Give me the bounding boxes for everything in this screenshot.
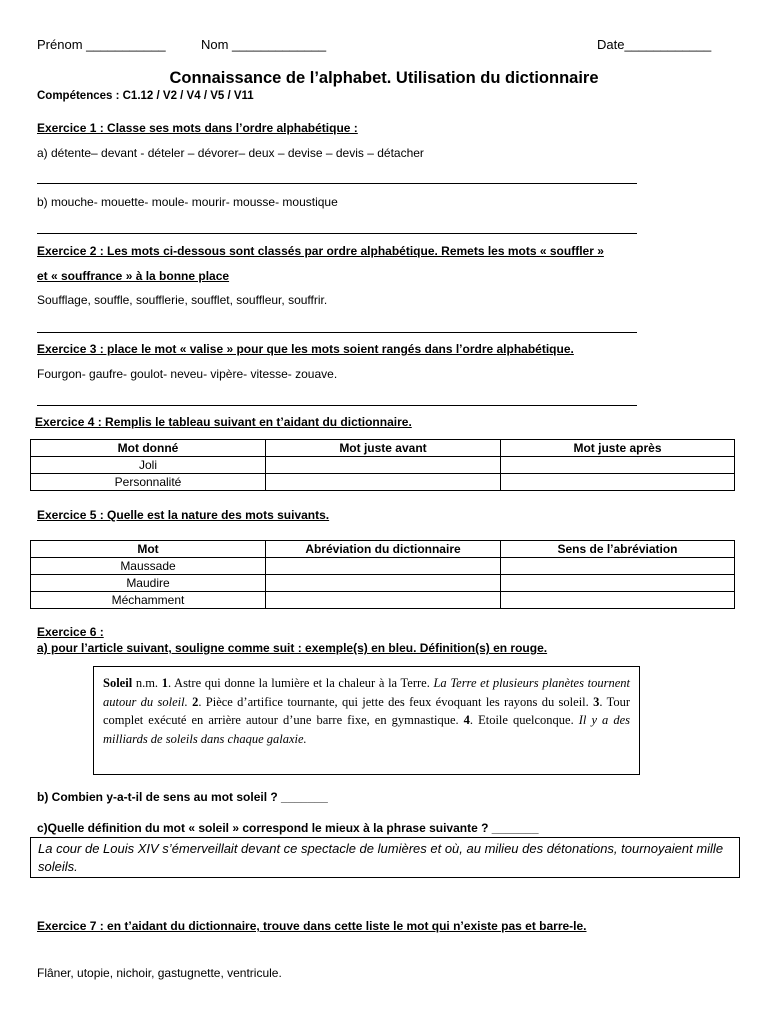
sense-number: 1 [161, 676, 168, 690]
answer-cell[interactable] [266, 575, 501, 592]
example-text: La Terre et plusieurs planètes tournent autour du soleil. [103, 676, 630, 709]
table-row [31, 558, 735, 575]
answer-cell[interactable] [501, 592, 735, 609]
exercise-6-title: Exercice 6 : [37, 625, 104, 639]
word-cell: Maussade [31, 558, 266, 575]
answer-cell[interactable] [266, 558, 501, 575]
answer-cell[interactable] [501, 558, 735, 575]
exercise-7-words: Flâner, utopie, nichoir, gastugnette, ventricule. [37, 966, 282, 980]
column-header: Mot donné [31, 440, 266, 457]
column-header: Abréviation du dictionnaire [266, 541, 501, 558]
definition-text: . Etoile quelconque. [469, 713, 579, 727]
definition-text: . Tour complet exécuté en arrière autour d’une barre fixe, en gymnastique. [103, 694, 631, 727]
page-title: Connaissance de l’alphabet. Utilisation du dictionnaire [169, 69, 599, 87]
column-header: Mot juste avant [266, 440, 501, 457]
exercise-6-instruction-a: a) pour l’article suivant, souligne comme suit : exemple(s) en bleu. Définition(s) en rouge. [37, 641, 548, 655]
word-cell: Personnalité [31, 474, 266, 491]
sentence-box: La cour de Louis XIV s’émerveillait devant ce spectacle de lumières et où, au milieu des détonations, tournoyaient mille soleils. [30, 837, 740, 878]
sense-number: 2 [192, 694, 199, 709]
word-cell: Joli [31, 457, 266, 474]
answer-line [37, 183, 637, 184]
table-row [31, 592, 735, 609]
word-cell: Maudire [31, 575, 266, 592]
exercise-2-words: Soufflage, souffle, soufflerie, soufflet, souffleur, souffrir. [37, 293, 328, 307]
exercise-6-question-c: c)Quelle définition du mot « soleil » correspond le mieux à la phrase suivante ? _______ [37, 821, 539, 835]
article-headword: Soleil [103, 676, 133, 690]
exercise-2-title-line1: Exercice 2 : Les mots ci-dessous sont classés par ordre alphabétique. Remets les mots « souffler » [37, 244, 604, 258]
article-text: n.m. [132, 676, 162, 690]
answer-cell[interactable] [266, 592, 501, 609]
column-header: Sens de l’abréviation [501, 541, 735, 558]
exercise-1-words-a: a) détente– devant - dételer – dévorer– deux – devise – devis – détacher [37, 146, 424, 160]
table-header-row [31, 440, 735, 457]
dictionary-article-box [93, 666, 640, 775]
answer-cell[interactable] [501, 575, 735, 592]
exercise-5-title: Exercice 5 : Quelle est la nature des mots suivants. [37, 508, 330, 522]
exercise-4-table [30, 439, 735, 491]
answer-cell[interactable] [266, 457, 501, 474]
competences: Compétences : C1.12 / V2 / V4 / V5 / V11 [37, 90, 254, 102]
exercise-5-table [30, 540, 735, 609]
prenom-field: Prénom ___________ [37, 37, 166, 52]
example-text: Il y a des milliards de soleils dans chaque galaxie. [103, 713, 630, 746]
table-row [31, 457, 735, 474]
column-header: Mot [31, 541, 266, 558]
table-row [31, 575, 735, 592]
answer-line [37, 405, 637, 406]
sense-number: 3 [593, 694, 600, 709]
answer-line [37, 332, 637, 333]
answer-cell[interactable] [501, 457, 735, 474]
table-header-row [31, 541, 735, 558]
definition-text: . Pièce d’artifice tournante, qui jette des feux évoquant les rayons du soleil. [198, 694, 594, 709]
exercise-3-title: Exercice 3 : place le mot « valise » pour que les mots soient rangés dans l’ordre alphabétique. [37, 342, 574, 356]
exercise-1-title: Exercice 1 : Classe ses mots dans l’ordre alphabétique : [37, 121, 358, 135]
exercise-7-title: Exercice 7 : en t’aidant du dictionnaire, trouve dans cette liste le mot qui n’existe pas et barre-le. [37, 919, 587, 933]
exercise-3-words: Fourgon- gaufre- goulot- neveu- vipère- vitesse- zouave. [37, 367, 338, 381]
sense-number: 4 [463, 713, 470, 727]
answer-cell[interactable] [501, 474, 735, 491]
exercise-1-words-b: b) mouche- mouette- moule- mourir- mousse- moustique [37, 195, 338, 209]
answer-line [37, 233, 637, 234]
exercise-2-title-line2: et « souffrance » à la bonne place [37, 269, 230, 283]
exercise-4-title: Exercice 4 : Remplis le tableau suivant en t’aidant du dictionnaire. [35, 415, 412, 429]
exercise-6-question-b: b) Combien y-a-t-il de sens au mot soleil ? _______ [37, 790, 328, 804]
word-cell: Méchamment [31, 592, 266, 609]
nom-field: Nom _____________ [201, 37, 327, 52]
column-header: Mot juste après [501, 440, 735, 457]
answer-cell[interactable] [266, 474, 501, 491]
date-field: Date____________ [597, 37, 712, 52]
table-row [31, 474, 735, 491]
definition-text: . Astre qui donne la lumière et la chaleur à la Terre. [167, 676, 434, 690]
